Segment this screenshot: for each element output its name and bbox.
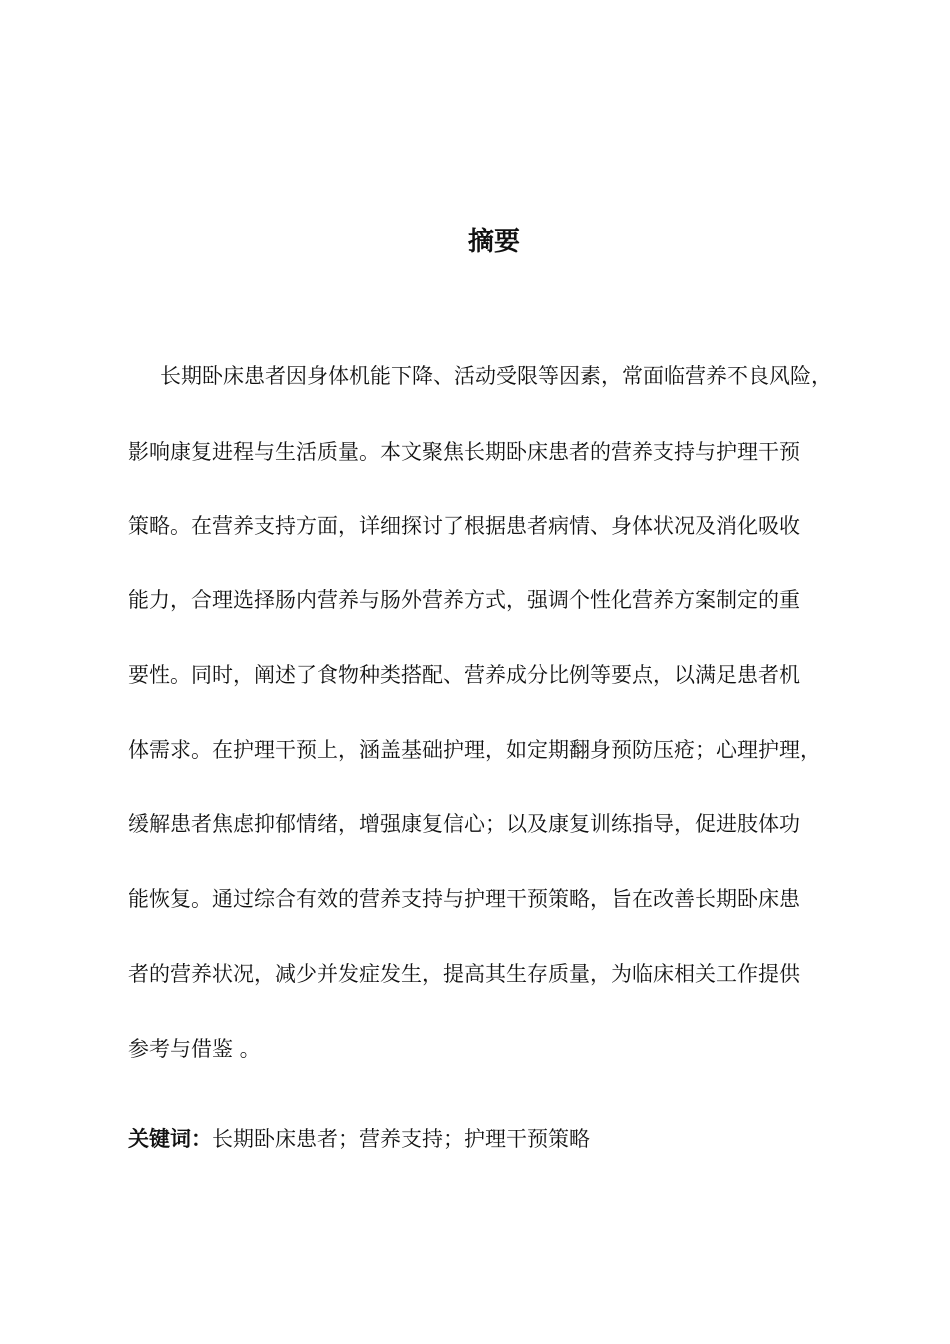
keywords-label: 关键词： <box>128 1127 212 1151</box>
abstract-line: 能恢复。通过综合有效的营养支持与护理干预策略，旨在改善长期卧床患 <box>128 887 800 911</box>
abstract-line: 要性。同时，阐述了食物种类搭配、营养成分比例等要点，以满足患者机 <box>128 663 800 687</box>
abstract-line: 长期卧床患者因身体机能下降、活动受限等因素，常面临营养不良风险， <box>160 364 832 388</box>
keywords-text: 长期卧床患者；营养支持；护理干预策略 <box>212 1127 590 1151</box>
page-title: 摘要 <box>467 227 520 257</box>
abstract-line: 策略。在营养支持方面，详细探讨了根据患者病情、身体状况及消化吸收 <box>128 514 800 538</box>
abstract-line: 体需求。在护理干预上，涵盖基础护理，如定期翻身预防压疮；心理护理， <box>128 738 821 762</box>
abstract-line: 缓解患者焦虑抑郁情绪，增强康复信心；以及康复训练指导，促进肢体功 <box>128 812 800 836</box>
abstract-line: 参考与借鉴 。 <box>128 1037 261 1061</box>
abstract-line: 者的营养状况，减少并发症发生，提高其生存质量，为临床相关工作提供 <box>128 962 800 986</box>
keywords-section <box>128 1124 590 1154</box>
abstract-line: 影响康复进程与生活质量。本文聚焦长期卧床患者的营养支持与护理干预 <box>128 440 800 464</box>
abstract-line: 能力，合理选择肠内营养与肠外营养方式，强调个性化营养方案制定的重 <box>128 588 800 612</box>
